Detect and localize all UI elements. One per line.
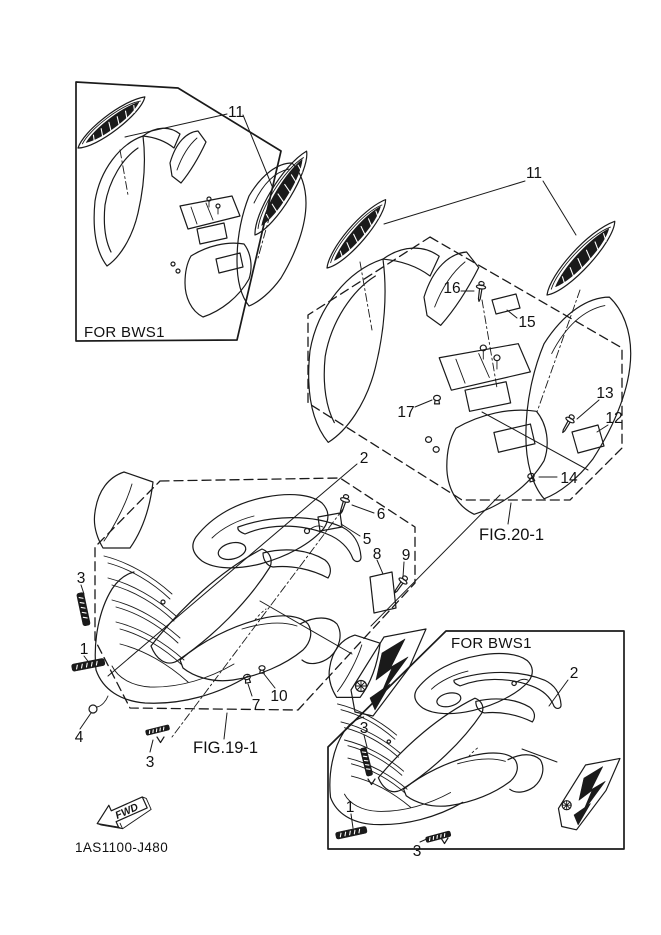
callout-12: 12 xyxy=(605,410,623,427)
fwd-arrow-label: FWD xyxy=(113,801,141,822)
fig-19-1-label: FIG.19-1 xyxy=(193,739,259,757)
orientation-mark xyxy=(157,737,164,743)
front-fender-line-art xyxy=(309,248,631,514)
leader-line xyxy=(371,495,500,626)
leader-line xyxy=(108,464,357,676)
leader-line xyxy=(248,684,252,696)
leader-line xyxy=(482,300,497,388)
callout-2: 2 xyxy=(359,450,369,467)
callout-3: 3 xyxy=(76,570,86,587)
decal-strip-3 xyxy=(425,831,451,843)
callout-16: 16 xyxy=(443,280,461,297)
damper-plate-8 xyxy=(370,572,396,613)
callout-7: 7 xyxy=(251,697,261,714)
damper-plate-15 xyxy=(492,294,520,314)
leader-line xyxy=(508,503,511,524)
callout-11: 11 xyxy=(525,165,543,182)
figure-for-bws1-top xyxy=(72,82,318,341)
fwd-arrow-icon xyxy=(92,790,153,837)
leader-line xyxy=(120,150,128,195)
callout-6: 6 xyxy=(376,506,386,523)
bolt-16 xyxy=(474,281,486,302)
callout-3: 3 xyxy=(145,754,155,771)
callout-3: 3 xyxy=(412,843,422,860)
decal-strip-1 xyxy=(71,658,105,671)
callout-17: 17 xyxy=(397,404,415,421)
bolt-6 xyxy=(336,493,351,515)
callout-8: 8 xyxy=(372,546,382,563)
figure-fig-20-1 xyxy=(308,165,631,626)
callout-13: 13 xyxy=(596,385,614,402)
pin-17 xyxy=(434,395,441,403)
callout-10: 10 xyxy=(270,688,288,705)
leader-line xyxy=(482,412,588,470)
leader-line xyxy=(351,814,353,828)
decal-strip-1 xyxy=(335,826,367,839)
callout-14: 14 xyxy=(560,470,578,487)
leader-line xyxy=(384,181,525,224)
callout-5: 5 xyxy=(362,531,372,548)
callout-1: 1 xyxy=(345,799,355,816)
leader-line xyxy=(537,290,580,412)
grommet-4 xyxy=(89,705,97,713)
part-code: 1AS1100-J480 xyxy=(75,840,169,855)
callout-4: 4 xyxy=(74,729,84,746)
leader-line xyxy=(125,114,227,137)
front-fender-line-art xyxy=(94,472,361,703)
brand-decal xyxy=(245,147,318,239)
leader-line xyxy=(549,680,568,706)
callout-1: 1 xyxy=(79,641,89,658)
front-fender-line-art xyxy=(94,128,306,317)
leader-line xyxy=(507,310,517,318)
decal-strip-3 xyxy=(76,592,90,626)
leader-line xyxy=(360,262,372,330)
callout-11-top-left: 11 xyxy=(227,104,245,121)
leader-line xyxy=(264,674,275,688)
leader-line xyxy=(341,524,360,536)
callout-3: 3 xyxy=(359,720,369,737)
pin-7 xyxy=(243,674,251,684)
leader-line xyxy=(150,740,153,752)
graphic-decal xyxy=(558,758,620,829)
leader-line xyxy=(403,562,404,577)
leader-line xyxy=(80,713,91,729)
figure-for-bws1-bottom xyxy=(328,631,624,860)
decal-strip-3 xyxy=(145,725,169,736)
brand-decal xyxy=(538,216,624,300)
brand-decal xyxy=(72,92,151,153)
callout-9: 9 xyxy=(401,547,411,564)
callout-2: 2 xyxy=(569,665,579,682)
leader-line xyxy=(97,696,108,707)
fig-20-1-boundary xyxy=(308,237,622,500)
leader-line xyxy=(522,749,557,762)
for-bws1-bottom-label: FOR BWS1 xyxy=(451,635,532,652)
callout-15: 15 xyxy=(518,314,536,331)
fig-20-1-label: FIG.20-1 xyxy=(479,526,545,544)
leader-line xyxy=(352,505,374,513)
for-bws1-top-label: FOR BWS1 xyxy=(84,324,165,341)
orientation-mark xyxy=(441,838,448,844)
leader-line xyxy=(415,400,432,407)
leader-line xyxy=(543,181,576,235)
leader-line xyxy=(577,400,599,419)
leader-line xyxy=(243,115,272,186)
graphic-decal xyxy=(351,629,426,716)
leader-line xyxy=(224,713,227,739)
